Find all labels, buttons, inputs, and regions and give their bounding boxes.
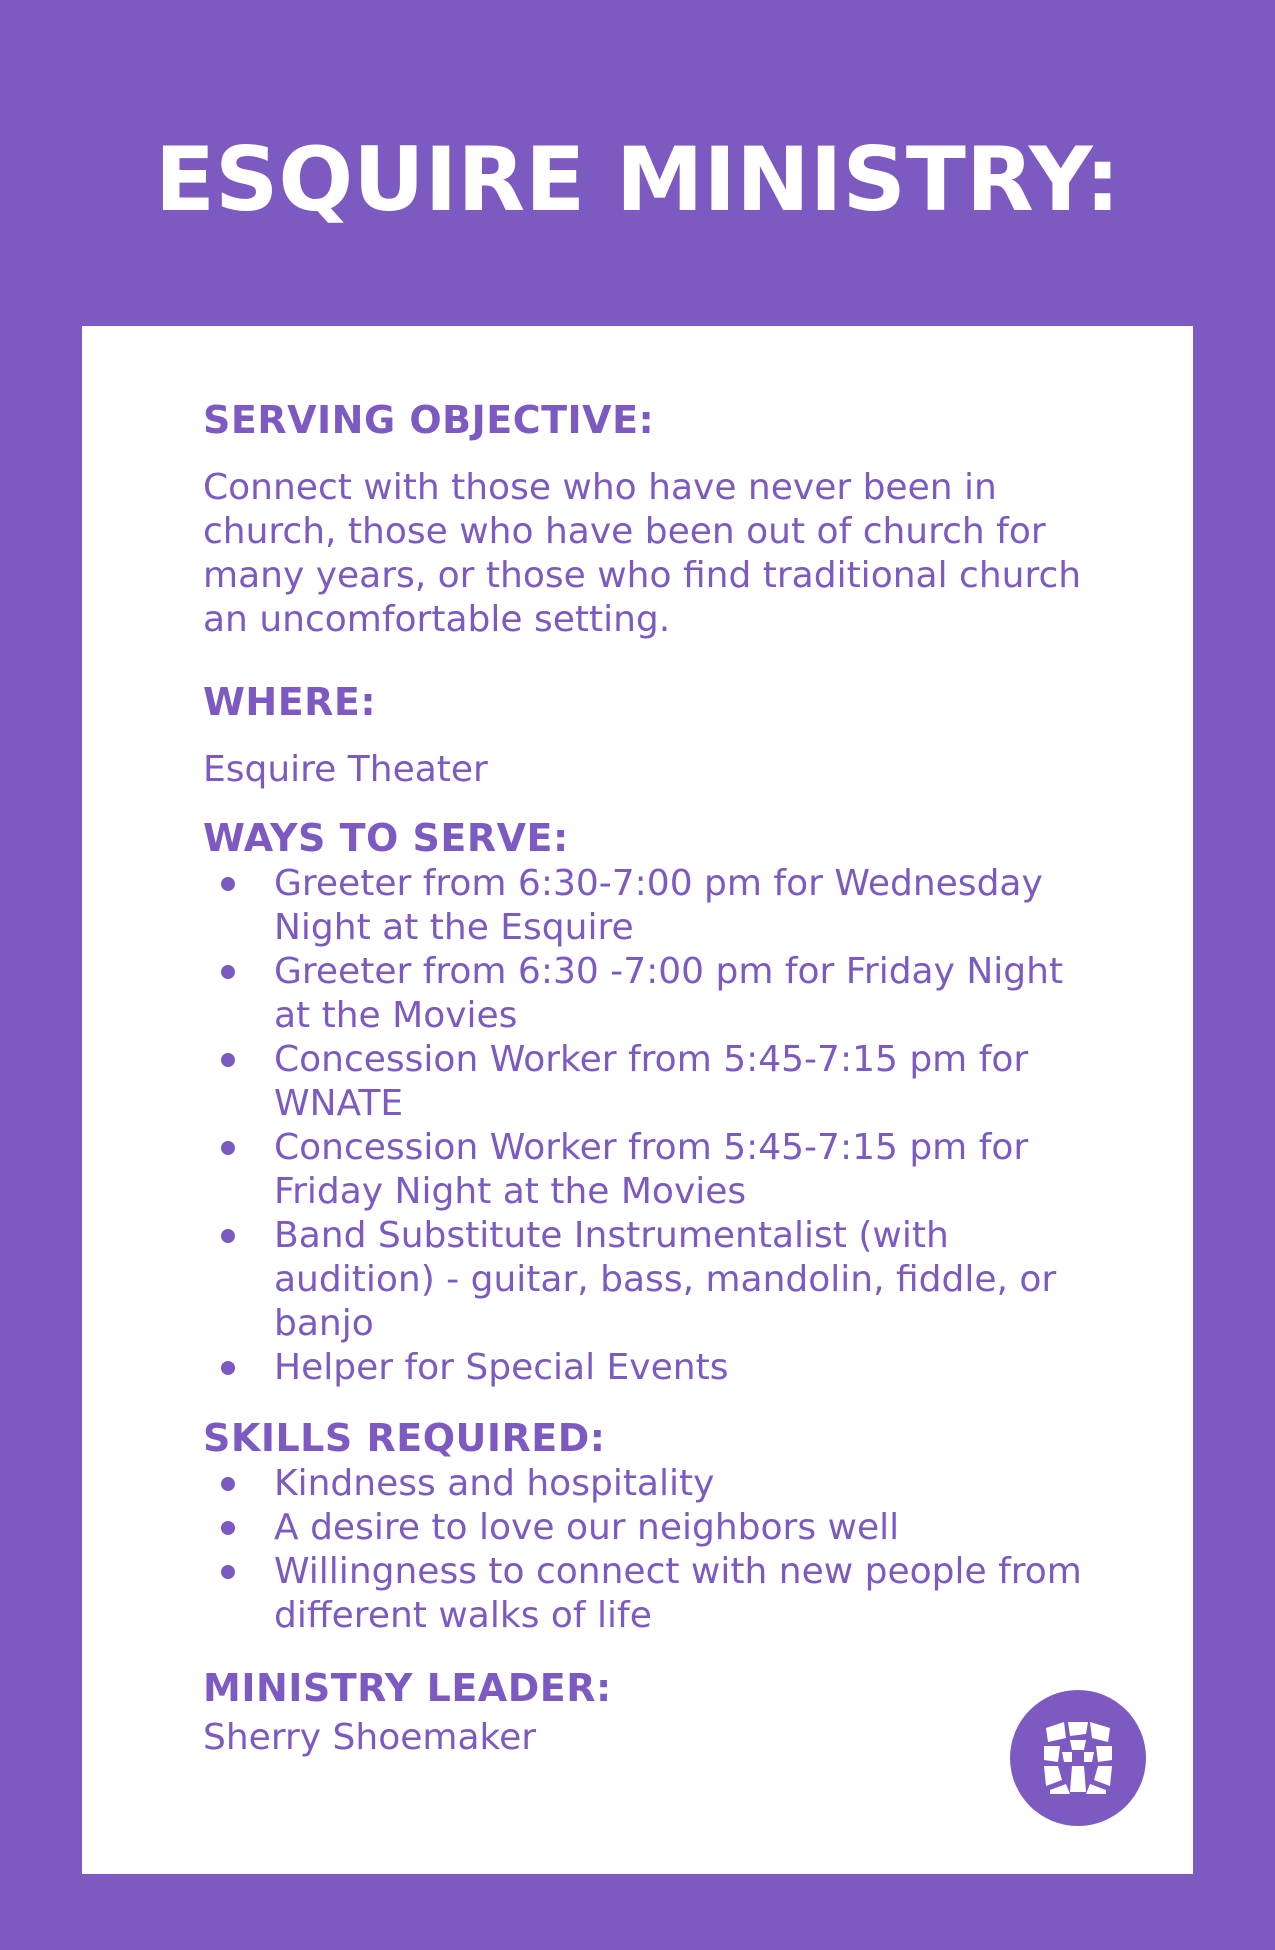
church-window-cross-icon (1042, 1720, 1114, 1796)
church-logo (1010, 1690, 1146, 1826)
bullet-icon (221, 1361, 235, 1375)
list-item (203, 862, 1083, 950)
serving-objective-heading: SERVING OBJECTIVE: (203, 398, 655, 442)
list-item (203, 1462, 1083, 1506)
page-title: ESQUIRE MINISTRY: (154, 128, 1121, 231)
ministry-leader-name: Sherry Shoemaker (203, 1717, 537, 1758)
bullet-icon (221, 1229, 235, 1243)
list-item (203, 950, 1083, 1038)
card-content (203, 396, 1083, 1760)
list-item (203, 1506, 1083, 1550)
bullet-icon (221, 1053, 235, 1067)
list-item-text: Concession Worker from 5:45-7:15 pm for WNATE (274, 1039, 1029, 1124)
skills-required-heading: SKILLS REQUIRED: (203, 1416, 606, 1460)
ways-to-serve-list (203, 862, 1083, 1390)
list-item-text: Greeter from 6:30-7:00 pm for Wednesday Night at the Esquire (274, 863, 1043, 948)
bullet-icon (221, 1521, 235, 1535)
list-item (203, 1346, 1083, 1390)
skills-required-list (203, 1462, 1083, 1638)
list-item-text: A desire to love our neighbors well (274, 1507, 900, 1548)
bullet-icon (221, 965, 235, 979)
where-heading: WHERE: (203, 680, 377, 724)
list-item-text: Kindness and hospitality (274, 1463, 715, 1504)
list-item-text: Helper for Special Events (274, 1347, 729, 1388)
list-item (203, 1126, 1083, 1214)
list-item (203, 1038, 1083, 1126)
where-text: Esquire Theater (203, 749, 488, 790)
bullet-icon (221, 877, 235, 891)
ways-to-serve-heading: WAYS TO SERVE: (203, 816, 569, 860)
info-card (82, 326, 1193, 1874)
list-item-text: Willingness to connect with new people from different walks of life (274, 1551, 1082, 1636)
ministry-leader-heading: MINISTRY LEADER: (203, 1666, 612, 1710)
list-item-text: Greeter from 6:30 -7:00 pm for Friday Night at the Movies (274, 951, 1064, 1036)
bullet-icon (221, 1477, 235, 1491)
serving-objective-text: Connect with those who have never been in church, those who have been out of church for many years, or those who find traditional church an uncomfortable setting. (203, 467, 1082, 640)
bullet-icon (221, 1565, 235, 1579)
list-item (203, 1550, 1083, 1638)
bullet-icon (221, 1141, 235, 1155)
list-item-text: Band Substitute Instrumentalist (with audition) - guitar, bass, mandolin, fiddle, or banjo (274, 1215, 1057, 1344)
list-item-text: Concession Worker from 5:45-7:15 pm for Friday Night at the Movies (274, 1127, 1029, 1212)
list-item (203, 1214, 1083, 1346)
